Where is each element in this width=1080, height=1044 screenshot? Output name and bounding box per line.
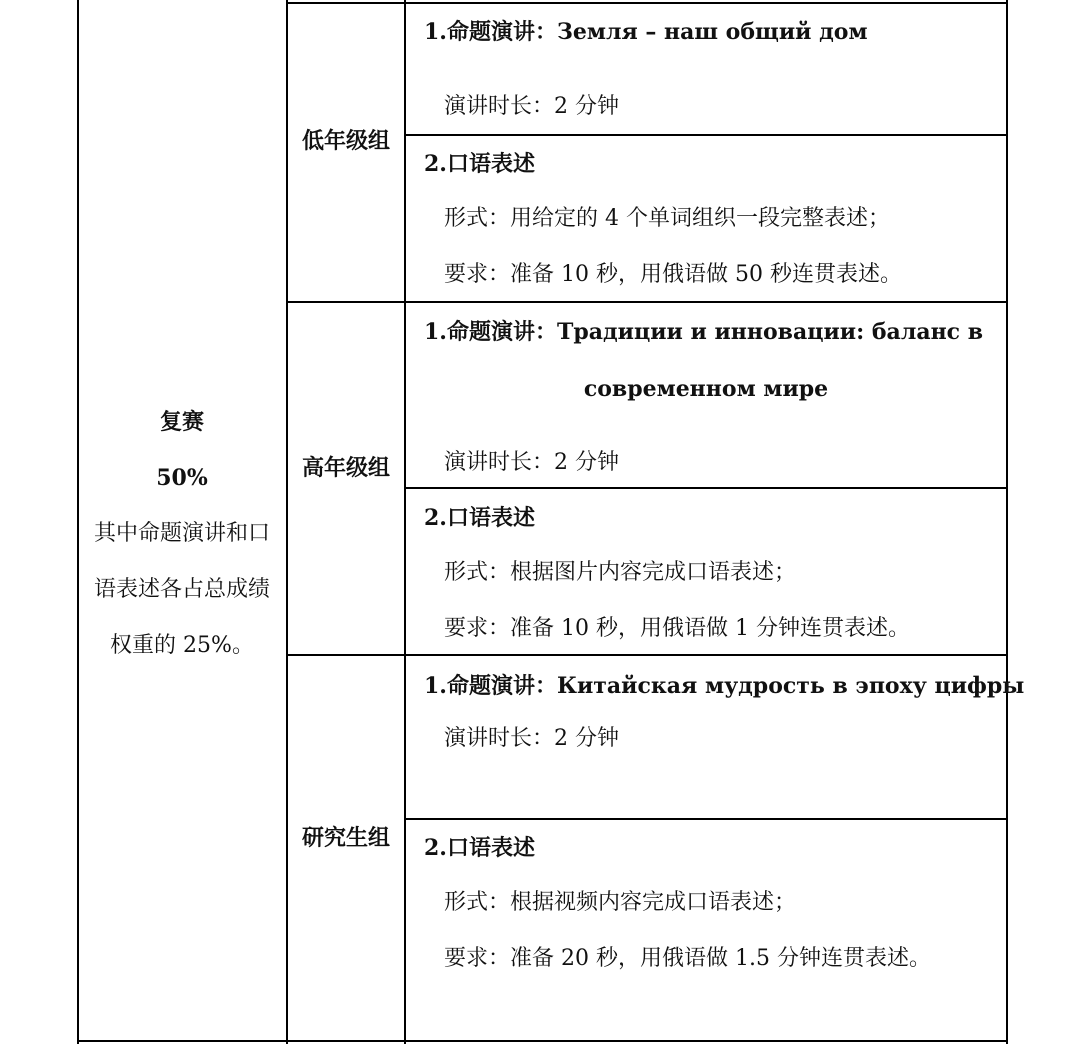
group-label-grad: 研究生组 <box>301 825 390 851</box>
speech-heading-prefix: 1.命题演讲： <box>424 319 557 345</box>
row-divider-low-inner <box>404 134 1008 136</box>
speech-topic: Китайская мудрость в эпоху цифры <box>556 673 1025 699</box>
speech-heading-high <box>424 317 983 347</box>
speech-heading-low <box>424 17 868 47</box>
group-label-high: 高年级组 <box>301 455 390 481</box>
stage-percent: 50% <box>156 465 208 491</box>
speech-duration-low: 演讲时长：2 分钟 <box>444 94 619 119</box>
speech-duration-high: 演讲时长：2 分钟 <box>444 450 619 475</box>
stage-title: 复赛 <box>159 409 204 435</box>
stage-cell <box>78 394 286 674</box>
oral-requirement-grad: 要求：准备 20 秒，用俄语做 1.5 分钟连贯表述。 <box>444 946 931 971</box>
oral-heading-low: 2.口语表述 <box>424 151 535 177</box>
table-border-top <box>286 2 1008 4</box>
oral-requirement-low: 要求：准备 10 秒，用俄语做 50 秒连贯表述。 <box>444 262 902 287</box>
row-divider-low-high <box>286 301 1008 303</box>
stage-note-line-1: 其中命题演讲和口 <box>93 521 270 546</box>
table-divider-group <box>404 0 406 1044</box>
oral-heading-high: 2.口语表述 <box>424 505 535 531</box>
oral-form-low: 形式：用给定的 4 个单词组织一段完整表述； <box>444 206 890 231</box>
speech-heading-prefix: 1.命题演讲： <box>424 19 557 45</box>
table-border-bottom <box>77 1040 1008 1042</box>
speech-duration-grad: 演讲时长：2 分钟 <box>444 726 619 751</box>
table-divider-stage <box>286 0 288 1044</box>
row-divider-high-grad <box>286 654 1008 656</box>
group-label-low: 低年级组 <box>301 128 390 154</box>
stage-note-line-2: 语表述各占总成绩 <box>93 577 270 602</box>
speech-heading-prefix: 1.命题演讲： <box>424 673 557 699</box>
oral-heading-grad: 2.口语表述 <box>424 835 535 861</box>
speech-topic: Земля – наш общий дом <box>556 19 868 45</box>
row-divider-high-inner <box>404 487 1008 489</box>
oral-form-high: 形式：根据图片内容完成口语表述； <box>444 560 797 585</box>
speech-topic-line-1: Традиции и инновации: баланс в <box>556 319 984 345</box>
stage-note-line-3: 权重的 25%。 <box>110 633 254 658</box>
oral-form-grad: 形式：根据视频内容完成口语表述； <box>444 890 797 915</box>
speech-topic-line-2-high: современном мире <box>583 376 829 402</box>
table-border-right <box>1006 0 1008 1044</box>
oral-requirement-high: 要求：准备 10 秒，用俄语做 1 分钟连贯表述。 <box>444 616 910 641</box>
speech-heading-grad <box>424 671 1024 701</box>
row-divider-grad-inner <box>404 818 1008 820</box>
